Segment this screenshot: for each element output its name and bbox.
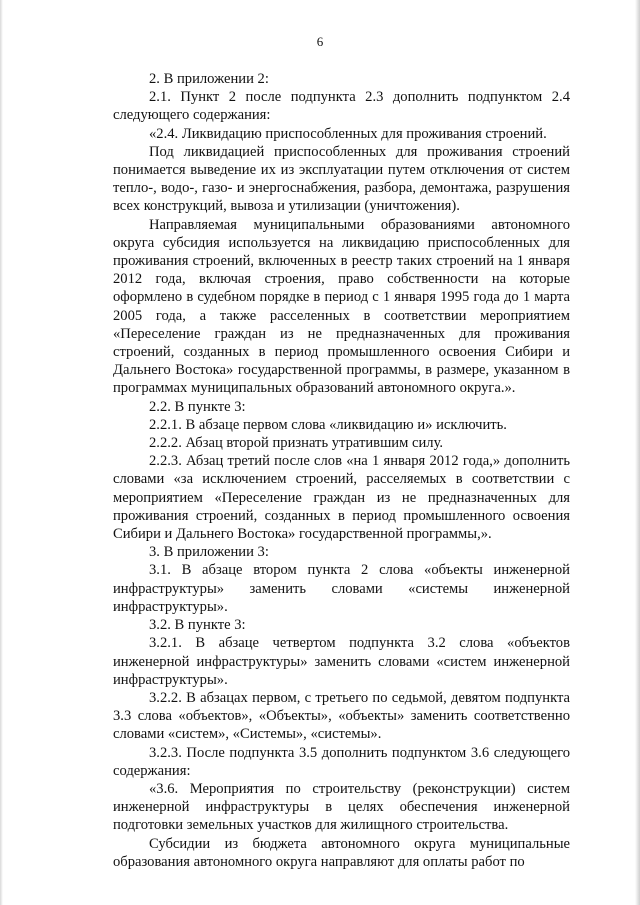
scan-edge-left [0,0,3,905]
paragraph: 3. В приложении 3: [149,544,269,561]
page-number: 6 [316,34,324,49]
paragraph: 3.2. В пункте 3: [149,617,246,634]
paragraph: 3.2.3. После подпункта 3.5 дополнить подпунктом 3.6 следующего содержания: [113,744,570,779]
paragraph: Субсидии из бюджета автономного округа муниципальные образования автономного округа направляют для оплаты работ по [113,835,570,870]
paragraph: Под ликвидацией приспособленных для проживания строений понимается выведение их из эксплуатации путем отключения от систем тепло-, водо-, газо- и энергоснабжения, разбора, демонтажа, разрушения всех конструкций, вывоза и утилизации (уничтожения). [113,143,570,215]
paragraph: 2.2. В пункте 3: [149,398,246,415]
scan-edge-right [635,0,640,905]
paragraph: «3.6. Мероприятия по строительству (реконструкции) систем инженерной инфраструктуры в целях обеспечения инженерной подготовки земельных участков для жилищного строительства. [113,780,570,834]
paragraph: 2.1. Пункт 2 после подпункта 2.3 дополнить подпунктом 2.4 следующего содержания: [113,89,570,124]
paragraph: 2.2.2. Абзац второй признать утратившим силу. [149,435,444,452]
paragraph: Направляемая муниципальными образованиями автономного округа субсидия используется на ликвидацию приспособленных для проживания строений, включенных в реестр таких строений на 1 января 2012 года, включая строения, право собственности на которые оформлено в судебном порядке в период с 1 января 1995 года до 1 марта 2005 года, а также расселенных в соответствии мероприятием «Переселение граждан из не предназначенных для проживания строений, созданных в период промышленного освоения Сибири и Дальнего Востока» государственной программы, в размере, указанном в программах муниципальных образований автономного округа.». [113,216,570,397]
paragraph: 3.2.1. В абзаце четвертом подпункта 3.2 слова «объектов инженерной инфраструктуры» заменить словами «систем инженерной инфраструктуры». [113,635,570,688]
paragraph: 2.2.1. В абзаце первом слова «ликвидацию и» исключить. [149,416,507,433]
paragraph: 3.2.2. В абзацах первом, с третьего по седьмой, девятом подпункта 3.3 слова «объектов», «Объекты», «объекты» заменить соответственно словами «систем», «Системы», «системы». [113,689,570,743]
paragraph: 2. В приложении 2: [149,71,269,87]
paragraph: 3.1. В абзаце втором пункта 2 слова «объекты инженерной инфраструктуры» заменить словами «системы инженерной инфраструктуры». [113,562,570,615]
document-body [113,70,570,871]
paragraph: 2.2.3. Абзац третий после слов «на 1 января 2012 года,» дополнить словами «за исключением строений, расселяемых в соответствии с мероприятием «Переселение граждан из не предназначенных для проживания строений, созданных в период промышленного освоения Сибири и Дальнего Востока» государственной программы,». [113,453,570,543]
paragraph: «2.4. Ликвидацию приспособленных для проживания строений. [149,125,547,142]
